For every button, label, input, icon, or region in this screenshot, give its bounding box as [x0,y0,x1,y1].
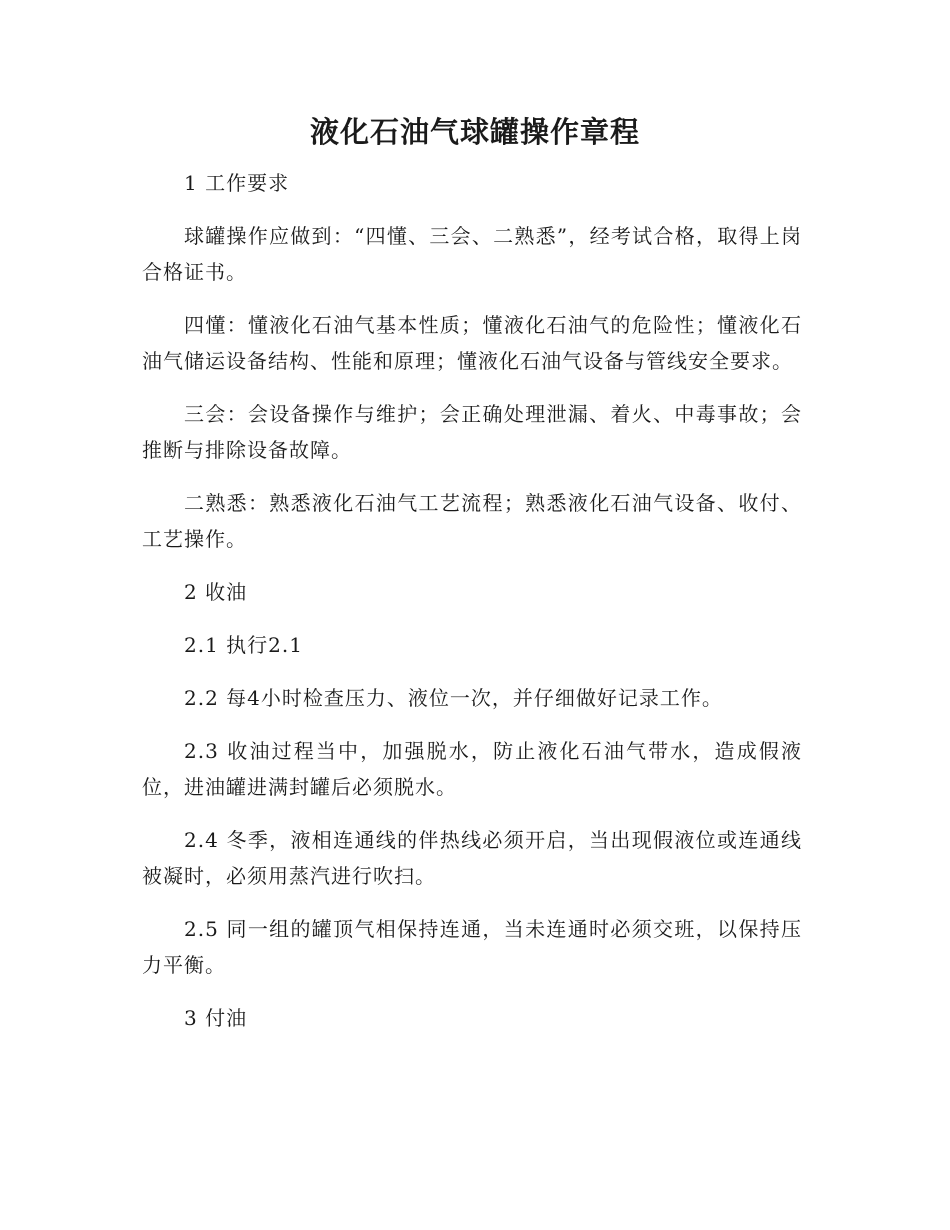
paragraph-2-2: 2.2 每4小时检查压力、液位一次，并仔细做好记录工作。 [184,686,723,710]
paragraph-2-3: 2.3 收油过程当中，加强脱水，防止液化石油气带水，造成假液位，进油罐进满封罐后必须脱水。 [142,739,802,799]
paragraph-two-familiarities: 二熟悉：熟悉液化石油气工艺流程；熟悉液化石油气设备、收付、工艺操作。 [142,491,802,551]
section-heading-dispatching-oil: 3 付油 [184,1006,248,1030]
section-heading-receiving-oil: 2 收油 [184,580,248,604]
document-title: 液化石油气球罐操作章程 [309,115,640,149]
paragraph-2-1: 2.1 执行2.1 [184,633,303,657]
paragraph-2-4: 2.4 冬季，液相连通线的伴热线必须开启，当出现假液位或连通线被凝时，必须用蒸汽进行吹扫。 [142,828,802,888]
paragraph-four-understandings: 四懂：懂液化石油气基本性质；懂液化石油气的危险性；懂液化石油气储运设备结构、性能和原理；懂液化石油气设备与管线安全要求。 [142,313,802,373]
paragraph-operation-requirements: 球罐操作应做到：“四懂、三会、二熟悉”，经考试合格，取得上岗合格证书。 [142,224,802,284]
paragraph-three-abilities: 三会：会设备操作与维护；会正确处理泄漏、着火、中毒事故；会推断与排除设备故障。 [142,402,802,462]
section-heading-work-requirements: 1 工作要求 [184,171,290,195]
paragraph-2-5: 2.5 同一组的罐顶气相保持连通，当未连通时必须交班，以保持压力平衡。 [142,917,802,977]
document-body [142,165,802,1053]
